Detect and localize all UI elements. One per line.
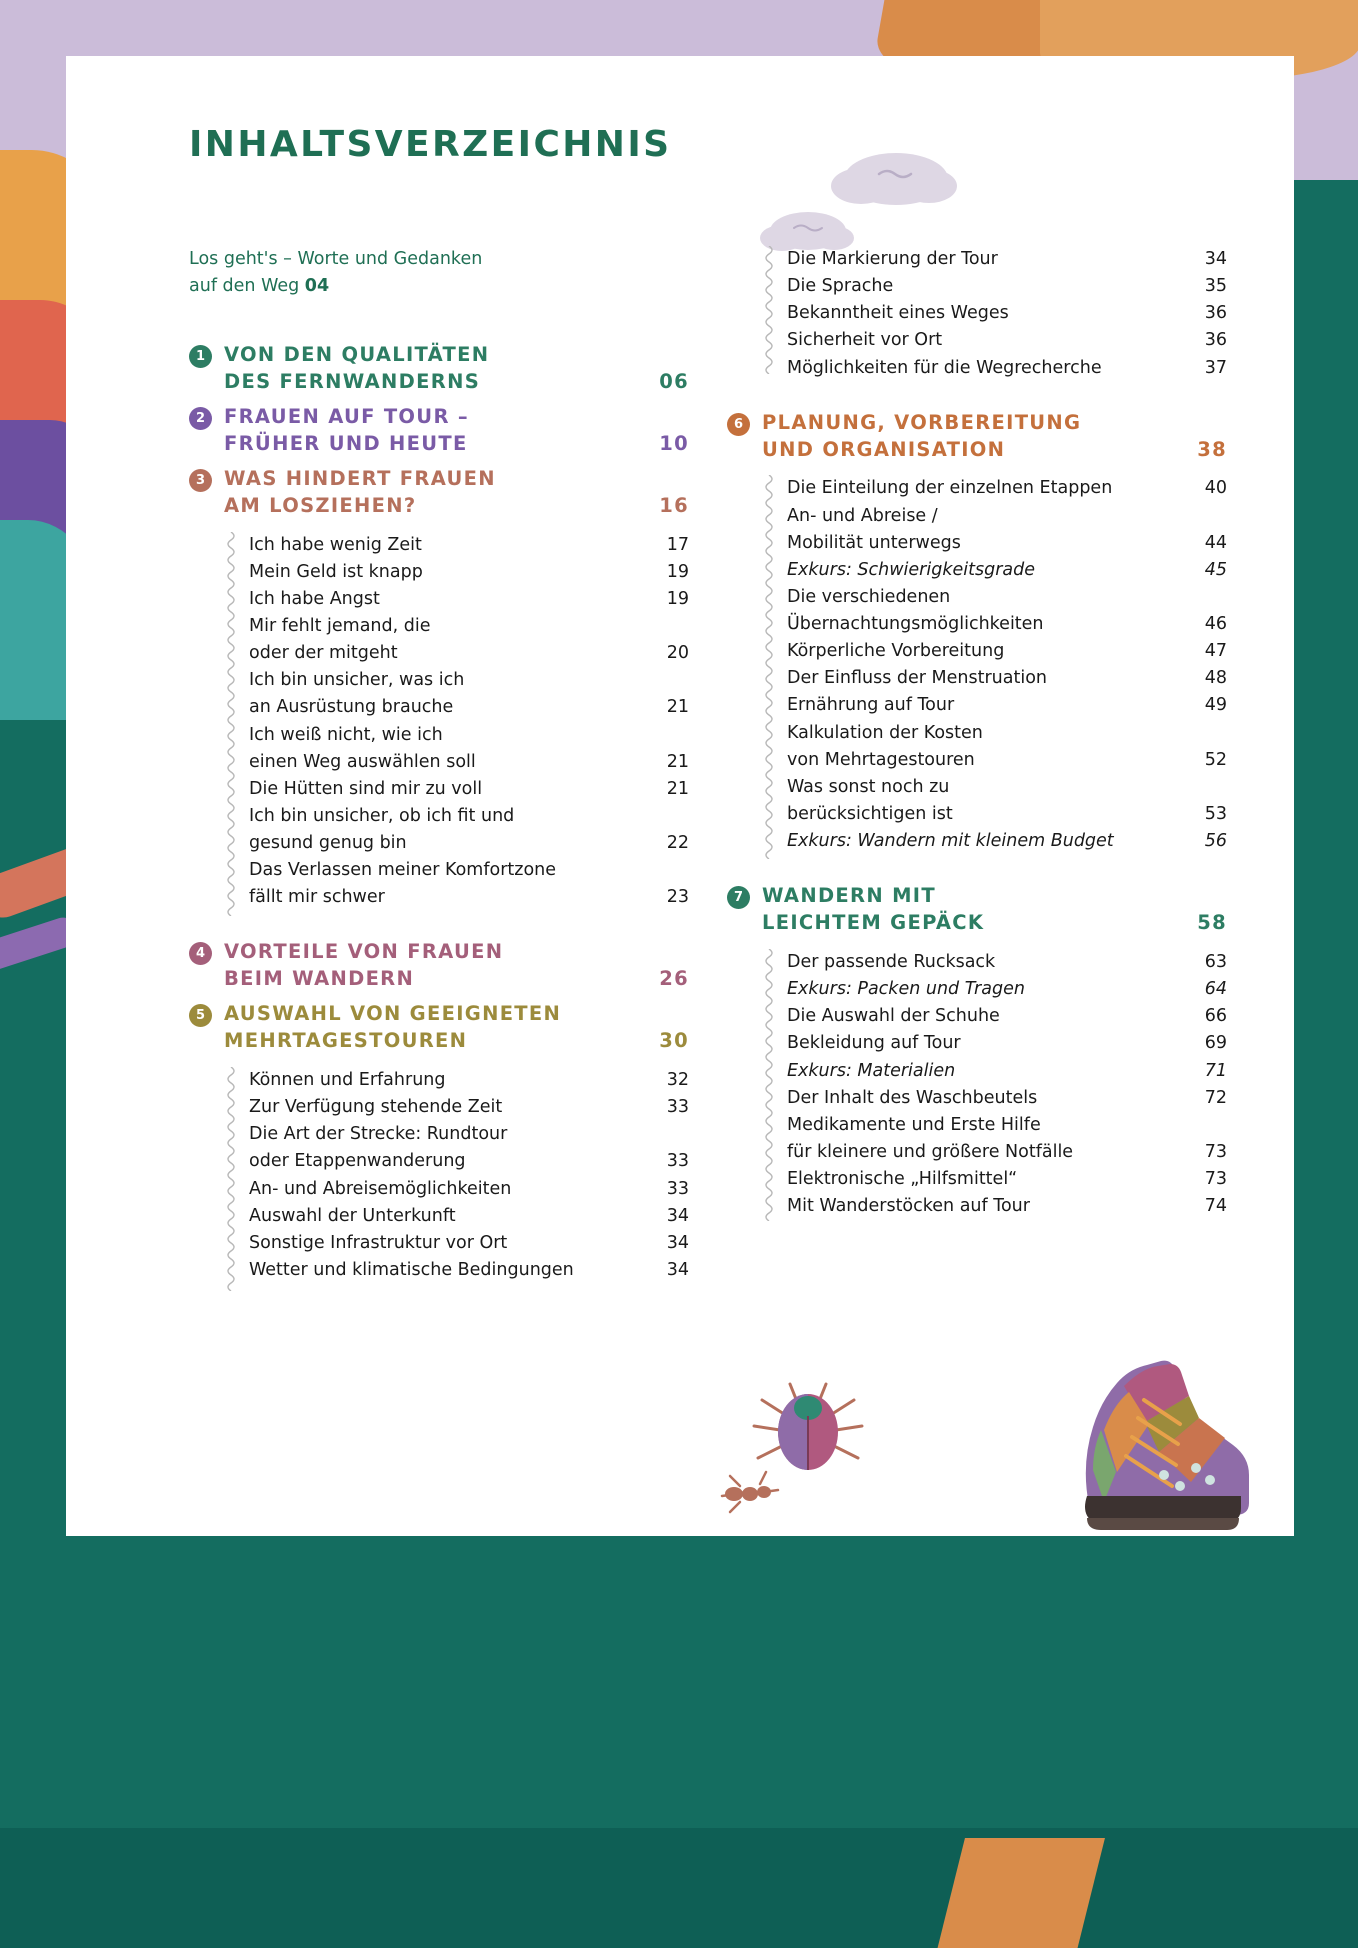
chapter-title-line: WANDERN MIT (762, 884, 936, 908)
toc-subentry[interactable] (249, 776, 689, 803)
toc-subentry-label: Kalkulation der Kosten (787, 722, 983, 743)
toc-subentry[interactable] (249, 884, 689, 911)
chapter-title-line: 38 UND ORGANISATION (762, 437, 1227, 464)
toc-subentry-label: Exkurs: Packen und Tragen (787, 979, 1025, 1000)
toc-subentry[interactable] (249, 1257, 689, 1284)
chapter-page-number: 26 (659, 967, 689, 991)
toc-subentry[interactable] (787, 246, 1227, 273)
toc-subentry-label: Ernährung auf Tour (787, 695, 955, 716)
toc-subentry[interactable] (249, 667, 689, 694)
toc-subentry-label: Exkurs: Wandern mit kleinem Budget (787, 831, 1114, 852)
chapter-header[interactable] (727, 883, 1227, 937)
toc-subentry-label: oder Etappenwanderung (249, 1151, 466, 1172)
toc-subentry-page: 34 (666, 1259, 689, 1280)
toc-subentry[interactable] (787, 475, 1227, 502)
toc-chapter[interactable] (189, 939, 689, 993)
ant-icon (722, 1472, 778, 1512)
chapter-title-line: AUSWAHL VON GEEIGNETEN (224, 1002, 562, 1026)
chapter-title-line: WAS HINDERT FRAUEN (224, 466, 496, 490)
toc-subentry-page: 72 (1204, 1087, 1227, 1108)
toc-subentry-label: Medikamente und Erste Hilfe (787, 1114, 1041, 1135)
toc-subentry[interactable] (787, 273, 1227, 300)
insects-illustration (706, 1346, 906, 1526)
toc-subentry-label: fällt mir schwer (249, 887, 385, 908)
chapter-title (762, 410, 1227, 464)
toc-subentry-page: 73 (1204, 1169, 1227, 1189)
squiggle-divider (763, 246, 775, 374)
toc-subentry-page: 48 (1204, 668, 1227, 689)
toc-subentry-page: 66 (1204, 1006, 1227, 1027)
chapter-page-number: 06 (659, 370, 689, 394)
toc-chapter[interactable] (189, 342, 689, 396)
toc-subentry-page: 33 (666, 1178, 689, 1199)
toc-subentry-label: Ich weiß nicht, wie ich (249, 724, 443, 745)
toc-subentry[interactable] (787, 1085, 1227, 1112)
toc-subentry-page: 34 (666, 1205, 689, 1226)
toc-subentry[interactable] (787, 503, 1227, 530)
toc-subentry[interactable] (787, 1166, 1227, 1193)
toc-subentry-group-continued (763, 246, 1227, 382)
toc-subentry[interactable] (249, 803, 689, 830)
toc-chapter[interactable] (189, 404, 689, 458)
toc-subentry[interactable] (249, 559, 689, 586)
toc-subentry-page: 36 (1204, 303, 1227, 324)
chapter-title (762, 883, 1227, 937)
toc-subentry[interactable] (787, 1003, 1227, 1030)
toc-subentry[interactable] (787, 355, 1227, 382)
toc-subentry-page: 37 (1204, 357, 1227, 378)
toc-subentry-label: berücksichtigen ist (787, 803, 953, 824)
toc-subentry-label: Der Einfluss der Menstruation (787, 668, 1048, 689)
chapter-page-number: 58 (1197, 911, 1227, 935)
chapter-title-line: 58 LEICHTEM GEPÄCK (762, 910, 1227, 937)
toc-subentry-label: Exkurs: Schwierigkeitsgrade (787, 559, 1035, 580)
toc-subentry-label: Sicherheit vor Ort (787, 330, 943, 351)
toc-subentry-page: 22 (666, 833, 689, 854)
chapter-header[interactable] (189, 404, 689, 458)
toc-subentry[interactable] (249, 1230, 689, 1257)
toc-subentry[interactable] (787, 949, 1227, 976)
toc-subentry-label: Ich habe Angst (249, 588, 380, 609)
toc-chapter[interactable] (727, 410, 1227, 856)
toc-subentry-page: 49 (1204, 695, 1227, 716)
chapter-title-line: VORTEILE VON FRAUEN (224, 940, 504, 964)
chapter-title (224, 404, 689, 458)
toc-subentry-page: 19 (666, 561, 689, 582)
toc-subentry-page: 23 (666, 887, 689, 908)
toc-subentry[interactable] (249, 1176, 689, 1203)
toc-subentry-label: Zur Verfügung stehende Zeit (249, 1097, 503, 1118)
intro-line-1: Los geht's – Worte und Gedanken (189, 249, 483, 269)
toc-subentry-page: 36 (1204, 330, 1227, 351)
toc-subentry-label: Das Verlassen meiner Komfortzone (249, 860, 557, 881)
toc-subentry-page: 69 (1204, 1033, 1227, 1054)
chapter-title-line: 16 AM LOSZIEHEN? (224, 493, 689, 520)
chapter-header[interactable] (727, 410, 1227, 464)
chapter-header[interactable] (189, 1001, 689, 1055)
toc-subentry-label: Ich bin unsicher, ob ich fit und (249, 805, 515, 826)
toc-columns (66, 246, 1294, 1312)
toc-subentry[interactable] (787, 1193, 1227, 1220)
toc-subentry[interactable] (249, 532, 689, 559)
toc-right-column (727, 246, 1227, 1312)
toc-subentry[interactable] (787, 557, 1227, 584)
toc-subentry-label: Was sonst noch zu (787, 776, 950, 797)
page-sheet (66, 56, 1294, 1536)
toc-subentry-page: 53 (1204, 803, 1227, 824)
toc-subentry-label: Möglichkeiten für die Wegrecherche (787, 357, 1102, 378)
chapter-title (224, 939, 689, 993)
toc-subentry[interactable] (787, 720, 1227, 747)
toc-subentry[interactable] (787, 1139, 1227, 1166)
toc-subentry[interactable] (249, 694, 689, 721)
chapter-title-line: PLANUNG, VORBEREITUNG (762, 410, 1082, 434)
toc-subentry-page: 33 (666, 1151, 689, 1172)
toc-subentry-page: 19 (666, 588, 689, 609)
toc-subentry[interactable] (787, 1058, 1227, 1085)
toc-subentry-label: Die Art der Strecke: Rundtour (249, 1124, 508, 1145)
toc-subentry-label: An- und Abreise / (787, 505, 938, 526)
right-chapter-list (727, 410, 1227, 1221)
left-chapter-list (189, 342, 689, 1284)
toc-subentry-label: Mir fehlt jemand, die (249, 616, 431, 637)
chapter-title-line: VON DEN QUALITÄTEN (224, 343, 490, 367)
toc-subentry-label: für kleinere und größere Notfälle (787, 1141, 1074, 1162)
chapter-title-line: 06 DES FERNWANDERNS (224, 369, 689, 396)
chapter-title-line: 10 FRÜHER UND HEUTE (224, 431, 689, 458)
toc-subentry[interactable] (249, 586, 689, 613)
toc-subentry-page: 52 (1204, 749, 1227, 770)
page-title: INHALTSVERZEICHNIS (189, 124, 672, 165)
toc-subentry-label: Der passende Rucksack (787, 952, 996, 972)
toc-subentry-label: Elektronische „Hilfsmittel“ (787, 1169, 1018, 1189)
toc-subentry[interactable] (249, 1067, 689, 1094)
toc-subentry-label: gesund genug bin (249, 833, 407, 854)
continued-subentries (727, 246, 1227, 382)
squiggle-divider (225, 1067, 237, 1291)
toc-subentry-label: Ich bin unsicher, was ich (249, 670, 465, 691)
toc-subentry-page: 63 (1204, 952, 1227, 972)
intro-entry[interactable] (189, 246, 689, 300)
toc-chapter[interactable] (189, 1001, 689, 1284)
toc-subentry[interactable] (787, 327, 1227, 354)
chapter-title-line: 30 MEHRTAGESTOUREN (224, 1028, 689, 1055)
toc-subentry[interactable] (787, 828, 1227, 855)
chapter-number-badge: 6 (727, 413, 750, 436)
toc-subentry-page: 21 (666, 751, 689, 772)
toc-subentry-page: 21 (666, 697, 689, 718)
chapter-page-number: 30 (659, 1029, 689, 1053)
chapter-title-line: FRAUEN AUF TOUR – (224, 405, 469, 429)
chapter-number-badge: 1 (189, 345, 212, 368)
toc-subentry-label: Die Einteilung der einzelnen Etappen (787, 478, 1113, 499)
toc-subentry-page: 40 (1204, 478, 1227, 499)
toc-chapter[interactable] (727, 883, 1227, 1220)
toc-subentry[interactable] (787, 692, 1227, 719)
toc-subentry-label: Übernachtungsmöglichkeiten (787, 614, 1044, 635)
chapter-page-number: 38 (1197, 437, 1227, 461)
toc-subentry[interactable] (249, 722, 689, 749)
toc-subentry[interactable] (787, 665, 1227, 692)
chapter-title (224, 342, 689, 396)
toc-subentry-label: Bekanntheit eines Weges (787, 303, 1009, 324)
toc-subentry-label: Die verschiedenen (787, 586, 951, 607)
toc-subentry-label: an Ausrüstung brauche (249, 697, 454, 718)
toc-subentry[interactable] (787, 801, 1227, 828)
toc-subentry[interactable] (787, 774, 1227, 801)
toc-subentry-page: 34 (1204, 249, 1227, 269)
toc-subentry[interactable] (249, 640, 689, 667)
toc-subentry-label: Exkurs: Materialien (787, 1060, 956, 1081)
intro-line-2: auf den Weg (189, 276, 305, 297)
toc-subentry[interactable] (787, 1030, 1227, 1057)
toc-subentry-page: 34 (666, 1232, 689, 1253)
toc-subentry[interactable] (787, 638, 1227, 665)
chapter-header[interactable] (189, 939, 689, 993)
toc-subentry[interactable] (249, 1203, 689, 1230)
toc-subentry-label: oder der mitgeht (249, 643, 398, 664)
toc-subentry-label: Wetter und klimatische Bedingungen (249, 1259, 574, 1280)
toc-subentry-label: Mobilität unterwegs (787, 532, 961, 553)
chapter-number-badge: 7 (727, 886, 750, 909)
toc-subentry[interactable] (787, 300, 1227, 327)
toc-subentry[interactable] (787, 747, 1227, 774)
toc-subentry-label: Die Markierung der Tour (787, 249, 998, 269)
toc-subentry-label: einen Weg auswählen soll (249, 751, 476, 772)
toc-subentry-label: Körperliche Vorbereitung (787, 641, 1005, 662)
toc-subentry-page: 45 (1204, 559, 1227, 580)
background-bottom-band (0, 1828, 1358, 1948)
toc-subentry[interactable] (787, 611, 1227, 638)
background-bottom-orange (935, 1838, 1105, 1948)
toc-subentry-group (225, 1067, 689, 1284)
toc-subentry-label: Sonstige Infrastruktur vor Ort (249, 1232, 508, 1253)
toc-subentry-page: 17 (666, 534, 689, 555)
hiking-boot-illustration (994, 1290, 1254, 1550)
toc-left-column (189, 246, 689, 1312)
toc-subentry-page: 73 (1204, 1141, 1227, 1162)
toc-subentry-label: Auswahl der Unterkunft (249, 1205, 456, 1226)
toc-subentry-label: Bekleidung auf Tour (787, 1033, 961, 1054)
toc-subentry-page: 21 (666, 778, 689, 799)
chapter-title (224, 1001, 689, 1055)
toc-subentry-label: Die Sprache (787, 276, 894, 297)
chapter-page-number: 16 (659, 493, 689, 517)
squiggle-divider (225, 532, 237, 916)
toc-subentry[interactable] (249, 857, 689, 884)
chapter-title-line: 26 BEIM WANDERN (224, 966, 689, 993)
toc-subentry[interactable] (249, 613, 689, 640)
toc-subentry-page: 56 (1204, 831, 1227, 852)
squiggle-divider (763, 949, 775, 1221)
toc-subentry-label: Der Inhalt des Waschbeutels (787, 1087, 1038, 1108)
toc-subentry-page: 47 (1204, 641, 1227, 662)
chapter-number-badge: 3 (189, 469, 212, 492)
toc-subentry-group (763, 949, 1227, 1220)
chapter-number-badge: 5 (189, 1004, 212, 1027)
squiggle-divider (763, 475, 775, 859)
toc-chapter[interactable] (189, 466, 689, 912)
toc-subentry-page: 33 (666, 1097, 689, 1118)
toc-subentry[interactable] (249, 830, 689, 857)
chapter-header[interactable] (189, 466, 689, 520)
toc-subentry[interactable] (787, 530, 1227, 557)
toc-subentry-group (225, 532, 689, 912)
toc-subentry-label: Können und Erfahrung (249, 1070, 446, 1091)
chapter-title (224, 466, 689, 520)
chapter-page-number: 10 (659, 431, 689, 455)
toc-subentry-label: Die Hütten sind mir zu voll (249, 778, 483, 799)
toc-subentry[interactable] (249, 749, 689, 776)
chapter-number-badge: 4 (189, 942, 212, 965)
toc-subentry-page: 74 (1204, 1196, 1227, 1217)
toc-subentry[interactable] (787, 584, 1227, 611)
chapter-number-badge: 2 (189, 407, 212, 430)
toc-subentry-group (763, 475, 1227, 855)
toc-subentry-label: Mit Wanderstöcken auf Tour (787, 1196, 1030, 1217)
toc-subentry-page: 71 (1204, 1060, 1227, 1081)
toc-subentry-page: 35 (1204, 276, 1227, 297)
toc-subentry[interactable] (249, 1121, 689, 1148)
toc-subentry-page: 32 (666, 1070, 689, 1091)
toc-subentry-label: Mein Geld ist knapp (249, 561, 423, 582)
toc-subentry-label: An- und Abreisemöglichkeiten (249, 1178, 512, 1199)
toc-subentry[interactable] (249, 1094, 689, 1121)
toc-subentry-page: 64 (1204, 979, 1227, 1000)
toc-subentry[interactable] (787, 1112, 1227, 1139)
toc-subentry-page: 44 (1204, 532, 1227, 553)
toc-subentry-label: Die Auswahl der Schuhe (787, 1006, 1000, 1027)
toc-subentry-page: 46 (1204, 614, 1227, 635)
toc-subentry[interactable] (787, 976, 1227, 1003)
toc-subentry-label: Ich habe wenig Zeit (249, 534, 422, 555)
toc-subentry-label: von Mehrtagestouren (787, 749, 975, 770)
intro-page-number: 04 (304, 276, 330, 297)
chapter-header[interactable] (189, 342, 689, 396)
toc-subentry[interactable] (249, 1148, 689, 1175)
toc-subentry-page: 20 (666, 643, 689, 664)
